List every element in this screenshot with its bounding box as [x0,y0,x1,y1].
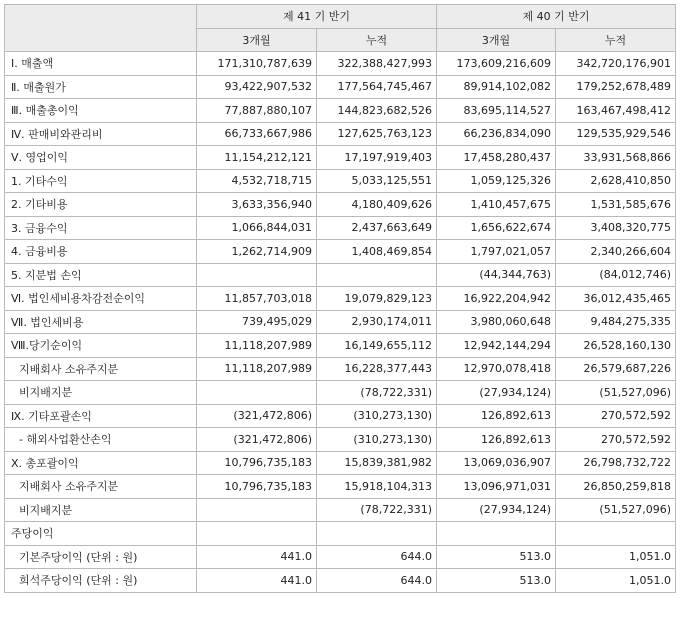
row-value: 4,180,409,626 [317,193,437,217]
row-value: 11,118,207,989 [197,357,317,381]
row-value [317,263,437,287]
row-value: 26,850,259,818 [556,475,676,499]
row-value: 33,931,568,866 [556,146,676,170]
row-value: 16,922,204,942 [437,287,556,311]
row-value: 2,340,266,604 [556,240,676,264]
row-label: Ⅲ. 매출총이익 [5,99,197,123]
table-row [5,310,676,334]
row-value: (310,273,130) [317,428,437,452]
header-period-41: 제 41 기 반기 [197,5,437,29]
row-label: 지배회사 소유주지분 [5,475,197,499]
row-value: 1,410,457,675 [437,193,556,217]
row-value: 1,066,844,031 [197,216,317,240]
row-value: 270,572,592 [556,404,676,428]
row-value: 441.0 [197,545,317,569]
row-value: 4,532,718,715 [197,169,317,193]
row-label: Ⅰ. 매출액 [5,52,197,76]
row-value: 342,720,176,901 [556,52,676,76]
row-label: 비지배지분 [5,498,197,522]
header-period-40: 제 40 기 반기 [437,5,676,29]
row-value [556,522,676,546]
table-row [5,169,676,193]
row-value: 36,012,435,465 [556,287,676,311]
row-value: 1,051.0 [556,545,676,569]
row-value: 66,733,667,986 [197,122,317,146]
table-row [5,522,676,546]
row-value [197,381,317,405]
row-label: 3. 금융수익 [5,216,197,240]
row-value: 11,154,212,121 [197,146,317,170]
header-sub-3months: 3개월 [197,28,317,52]
row-value: 11,118,207,989 [197,334,317,358]
row-label: 희석주당이익 (단위 : 원) [5,569,197,593]
row-label: - 해외사업환산손익 [5,428,197,452]
header-row-periods [5,5,676,29]
row-label: 1. 기타수익 [5,169,197,193]
row-value: 322,388,427,993 [317,52,437,76]
row-value [197,263,317,287]
row-value: 13,069,036,907 [437,451,556,475]
row-value: (27,934,124) [437,381,556,405]
row-value: 17,458,280,437 [437,146,556,170]
row-value: 10,796,735,183 [197,451,317,475]
row-value [197,498,317,522]
row-label: 5. 지분법 손익 [5,263,197,287]
table-row [5,545,676,569]
table-row [5,52,676,76]
row-label: Ⅱ. 매출원가 [5,75,197,99]
row-value: 1,051.0 [556,569,676,593]
row-value: 1,262,714,909 [197,240,317,264]
row-value: 2,628,410,850 [556,169,676,193]
row-value: 89,914,102,082 [437,75,556,99]
row-value: 15,918,104,313 [317,475,437,499]
row-value: 129,535,929,546 [556,122,676,146]
row-label: Ⅳ. 판매비와관리비 [5,122,197,146]
row-value: 77,887,880,107 [197,99,317,123]
row-value: 26,528,160,130 [556,334,676,358]
row-label: Ⅴ. 영업이익 [5,146,197,170]
row-value: 10,796,735,183 [197,475,317,499]
row-label: Ⅸ. 기타포괄손익 [5,404,197,428]
row-value: (44,344,763) [437,263,556,287]
table-row [5,287,676,311]
table-row [5,122,676,146]
row-value: (321,472,806) [197,404,317,428]
row-label: 2. 기타비용 [5,193,197,217]
row-value: 1,656,622,674 [437,216,556,240]
row-value: (78,722,331) [317,381,437,405]
row-value: 2,437,663,649 [317,216,437,240]
row-label: Ⅷ.당기순이익 [5,334,197,358]
table-row [5,193,676,217]
row-value: 9,484,275,335 [556,310,676,334]
row-value: 644.0 [317,545,437,569]
row-value: (51,527,096) [556,498,676,522]
row-value: 1,797,021,057 [437,240,556,264]
row-value: 1,531,585,676 [556,193,676,217]
table-row [5,428,676,452]
table-row [5,99,676,123]
row-value: 126,892,613 [437,404,556,428]
row-label: Ⅹ. 총포괄이익 [5,451,197,475]
row-value: 127,625,763,123 [317,122,437,146]
row-value: 26,579,687,226 [556,357,676,381]
row-value: 1,408,469,854 [317,240,437,264]
table-body [5,52,676,593]
table-row [5,146,676,170]
row-value: 126,892,613 [437,428,556,452]
table-row [5,475,676,499]
row-label: 비지배지분 [5,381,197,405]
row-value: 12,970,078,418 [437,357,556,381]
income-statement-table [4,4,676,593]
row-value: 12,942,144,294 [437,334,556,358]
row-value: 83,695,114,527 [437,99,556,123]
row-label: Ⅶ. 법인세비용 [5,310,197,334]
table-row [5,357,676,381]
row-value: 15,839,381,982 [317,451,437,475]
row-value: 26,798,732,722 [556,451,676,475]
row-value: 644.0 [317,569,437,593]
row-value: (84,012,746) [556,263,676,287]
row-value: 739,495,029 [197,310,317,334]
row-value: 2,930,174,011 [317,310,437,334]
header-sub-cumulative: 누적 [317,28,437,52]
row-value: 3,408,320,775 [556,216,676,240]
row-label: 주당이익 [5,522,197,546]
row-value: (27,934,124) [437,498,556,522]
row-label: 기본주당이익 (단위 : 원) [5,545,197,569]
row-value [197,522,317,546]
row-value: 19,079,829,123 [317,287,437,311]
row-value: 513.0 [437,569,556,593]
row-value: (51,527,096) [556,381,676,405]
row-value [437,522,556,546]
row-value: 11,857,703,018 [197,287,317,311]
row-value: 163,467,498,412 [556,99,676,123]
table-row [5,216,676,240]
row-value: 66,236,834,090 [437,122,556,146]
header-blank-cell [5,5,197,52]
table-row [5,569,676,593]
row-value: 1,059,125,326 [437,169,556,193]
row-value: 144,823,682,526 [317,99,437,123]
table-row [5,381,676,405]
row-value: 93,422,907,532 [197,75,317,99]
table-row [5,404,676,428]
row-value: 270,572,592 [556,428,676,452]
row-value: (321,472,806) [197,428,317,452]
row-value: 179,252,678,489 [556,75,676,99]
row-value: 3,980,060,648 [437,310,556,334]
row-label: 지배회사 소유주지분 [5,357,197,381]
row-value [317,522,437,546]
row-label: 4. 금융비용 [5,240,197,264]
row-value: 16,149,655,112 [317,334,437,358]
row-value: (78,722,331) [317,498,437,522]
table-row [5,263,676,287]
row-value: 16,228,377,443 [317,357,437,381]
row-value: 3,633,356,940 [197,193,317,217]
table-row [5,451,676,475]
row-value: 173,609,216,609 [437,52,556,76]
row-value: 13,096,971,031 [437,475,556,499]
row-value: 177,564,745,467 [317,75,437,99]
row-value: 17,197,919,403 [317,146,437,170]
row-value: 513.0 [437,545,556,569]
header-sub-3months: 3개월 [437,28,556,52]
table-row [5,498,676,522]
header-sub-cumulative: 누적 [556,28,676,52]
table-row [5,240,676,264]
row-value: 441.0 [197,569,317,593]
row-label: Ⅵ. 법인세비용차감전순이익 [5,287,197,311]
row-value: 171,310,787,639 [197,52,317,76]
row-value: (310,273,130) [317,404,437,428]
row-value: 5,033,125,551 [317,169,437,193]
table-row [5,75,676,99]
table-row [5,334,676,358]
